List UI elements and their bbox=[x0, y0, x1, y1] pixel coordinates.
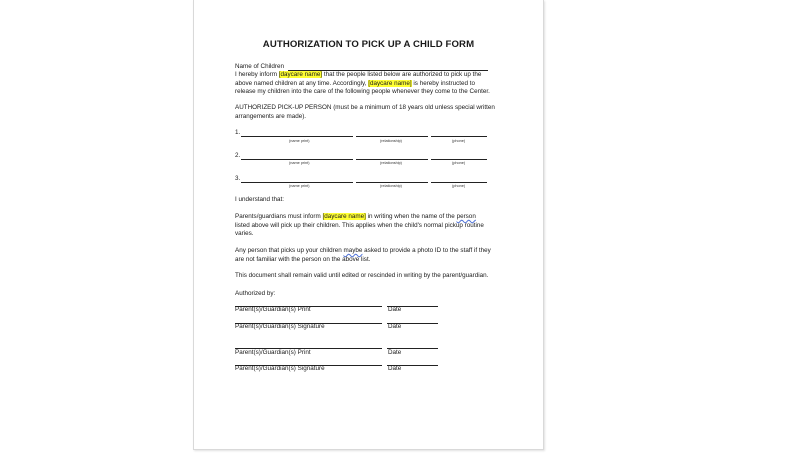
name-caption: (name print) bbox=[289, 139, 310, 143]
form-title: AUTHORIZATION TO PICK UP A CHILD FORM bbox=[262, 39, 475, 50]
notice-line-1-text: Parents/guardians must inform bbox=[235, 213, 323, 220]
intro-line-2-text: above named children at any time. Accordingly, bbox=[235, 79, 369, 87]
date-label: Date bbox=[388, 349, 402, 356]
name-of-children-label: Name of Children bbox=[235, 63, 284, 70]
notice-line-3: varies. bbox=[235, 230, 254, 238]
intro-line-2 bbox=[235, 80, 475, 89]
spellcheck-word: maybe bbox=[343, 247, 363, 254]
document-page bbox=[193, 0, 544, 450]
pickup-row-number: 1. bbox=[235, 129, 241, 136]
date-label: Date bbox=[388, 365, 402, 372]
intro-line-1-text: I hereby inform bbox=[235, 71, 279, 78]
relationship-line bbox=[356, 136, 428, 137]
phone-line bbox=[431, 159, 487, 160]
daycare-name-placeholder: [daycare name] bbox=[368, 79, 412, 87]
spellcheck-word: person bbox=[456, 213, 476, 220]
date-label: Date bbox=[388, 306, 402, 313]
photo-id-line-1 bbox=[235, 247, 491, 256]
pickup-row-number: 2. bbox=[235, 152, 241, 159]
intro-line-1-rest: that the people listed below are authorized to pick up the bbox=[322, 71, 482, 78]
authorized-heading-line-2: arrangements are made). bbox=[235, 112, 307, 120]
notice-line-1 bbox=[235, 213, 476, 222]
guardian-signature-label: Parent(s)/Guardian(s) Signature bbox=[235, 365, 325, 372]
phone-line bbox=[431, 182, 487, 183]
phone-caption: (phone) bbox=[452, 184, 466, 188]
understand-heading: I understand that: bbox=[235, 196, 285, 203]
name-line bbox=[241, 136, 353, 137]
relationship-caption: (relationship) bbox=[380, 139, 402, 143]
name-line bbox=[241, 182, 353, 183]
guardian-signature-label: Parent(s)/Guardian(s) Signature bbox=[235, 323, 325, 330]
name-line bbox=[241, 159, 353, 160]
guardian-print-label: Parent(s)/Guardian(s) Print bbox=[235, 349, 311, 356]
daycare-name-placeholder: [daycare name] bbox=[322, 213, 366, 220]
photo-id-line-2: are not familiar with the person on the above list. bbox=[235, 255, 371, 263]
name-caption: (name print) bbox=[289, 161, 310, 165]
intro-line-1 bbox=[235, 71, 481, 80]
photo-id-line-1-text: Any person that picks up your children bbox=[235, 247, 344, 254]
relationship-line bbox=[356, 182, 428, 183]
phone-caption: (phone) bbox=[452, 161, 466, 165]
date-label: Date bbox=[388, 323, 402, 330]
authorized-by-label: Authorized by: bbox=[235, 290, 276, 297]
relationship-line bbox=[356, 159, 428, 160]
phone-line bbox=[431, 136, 487, 137]
photo-id-line-1-rest: asked to provide a photo ID to the staff if they bbox=[362, 247, 491, 254]
intro-line-3: release my children into the care of the following people whenever they come to the Center. bbox=[235, 88, 490, 96]
intro-line-2-rest: is hereby instructed to bbox=[411, 79, 476, 87]
guardian-print-label: Parent(s)/Guardian(s) Print bbox=[235, 306, 311, 313]
notice-line-2: listed above will pick up their children. This applies when the child's normal pickup routine bbox=[235, 221, 484, 229]
authorized-heading-line-1: AUTHORIZED PICK-UP PERSON (must be a minimum of 18 years old unless special written bbox=[235, 104, 495, 111]
pickup-row-number: 3. bbox=[235, 175, 241, 182]
phone-caption: (phone) bbox=[452, 139, 466, 143]
notice-line-1-rest: in writing when the name of the bbox=[365, 213, 457, 220]
name-caption: (name print) bbox=[289, 184, 310, 188]
validity-statement: This document shall remain valid until edited or rescinded in writing by the parent/guardian. bbox=[235, 272, 489, 279]
relationship-caption: (relationship) bbox=[380, 184, 402, 188]
relationship-caption: (relationship) bbox=[380, 161, 402, 165]
daycare-name-placeholder: [daycare name] bbox=[278, 71, 323, 78]
